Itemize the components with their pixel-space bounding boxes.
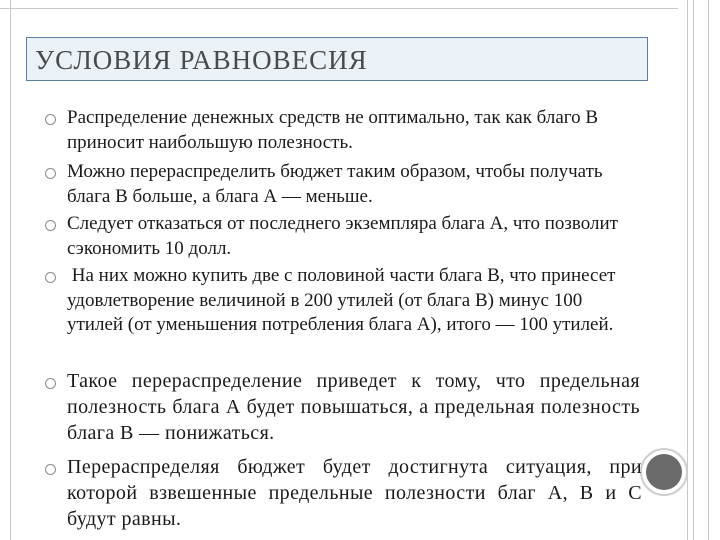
bullet-text: На них можно купить две с половиной части блага В, что принесет удовлетворение величиной в 200 утилей (от блага В) минус 100 утилей (от уменьшения потребления блага А), итого — 100 утилей.	[67, 265, 621, 335]
bullet-circle-icon	[45, 464, 56, 475]
bullet-text: Такое перераспределение приведет к тому, что предельная полезность блага А будет повышаться, а предельная полезность блага В — понижаться.	[67, 370, 640, 444]
bullet-text: Следует отказаться от последнего экземпляра блага А, что позволит сэкономить 10 долл.	[67, 213, 618, 259]
bullet-text: Перераспределяя бюджет будет достигнута ситуация, при которой взвешенные предельные полезности благ А, В и С будут равны.	[67, 456, 642, 530]
bullet-text: Можно перераспределить бюджет таким образом, чтобы получать блага В больше, а блага А — меньше.	[67, 161, 603, 207]
bullet-circle-icon	[45, 220, 56, 231]
bullet-circle-icon	[45, 272, 56, 283]
slide-title: УСЛОВИЯ РАВНОВЕСИЯ	[35, 45, 368, 75]
bullet-text: Распределение денежных средств не оптимально, так как благо В приносит наибольшую полезность.	[67, 107, 599, 153]
bullet-circle-icon	[45, 378, 56, 389]
bullet-circle-icon	[45, 114, 56, 125]
bullet-circle-icon	[45, 168, 56, 179]
